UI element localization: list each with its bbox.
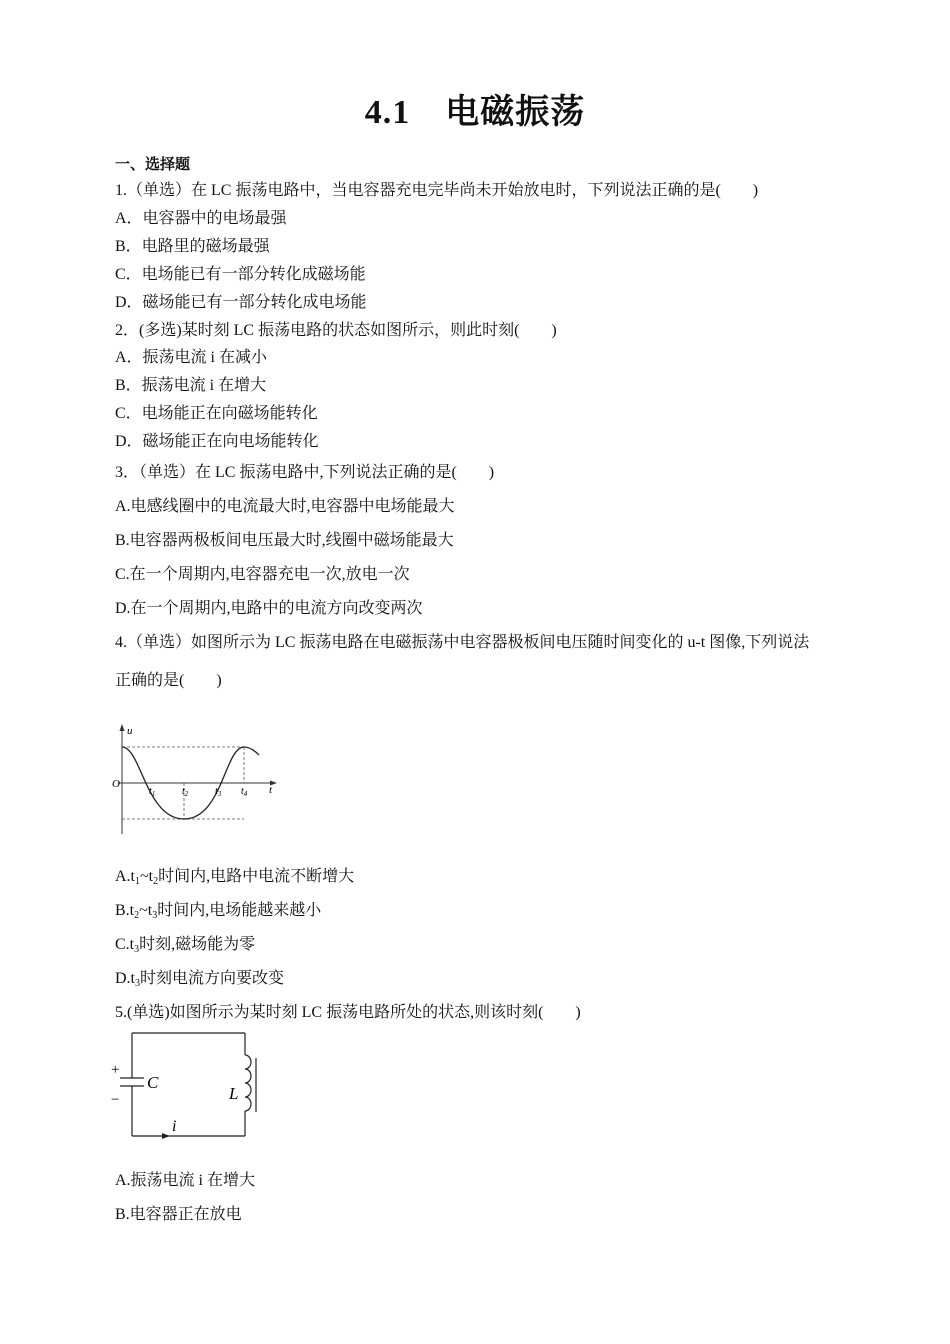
question-1-option-d: D．磁场能已有一部分转化成电场能: [115, 294, 367, 311]
inductor-label: L: [229, 1084, 239, 1103]
plus-sign: +: [111, 1062, 120, 1078]
tick-t3: $t_3$: [215, 786, 222, 798]
current-arrow-icon: [162, 1133, 170, 1139]
axis-t-label: t: [269, 784, 273, 796]
question-1-option-b: B．电路里的磁场最强: [115, 238, 270, 255]
question-3-stem: 3．（单选）在 LC 振荡电路中,下列说法正确的是( ): [115, 464, 495, 481]
section-heading: 一、选择题: [115, 157, 191, 173]
question-2-option-d: D．磁场能正在向电场能转化: [115, 433, 319, 450]
page-title: 4.1 电磁振荡: [364, 94, 586, 131]
question-3-option-d: D.在一个周期内,电路中的电流方向改变两次: [115, 600, 423, 617]
current-label: i: [172, 1118, 177, 1135]
question-4-option-a: $A.t_1\sim t_2$时间内,电路中电流不断增大: [115, 868, 355, 887]
question-4-stem-line2: 正确的是( ): [115, 672, 222, 689]
u-t-graph: [108, 722, 288, 837]
question-3-option-b: B.电容器两极板间电压最大时,线圈中磁场能最大: [115, 532, 454, 549]
axis-u-label: u: [127, 725, 133, 737]
question-4-stem-line1: 4.（单选）如图所示为 LC 振荡电路在电磁振荡中电容器极板间电压随时间变化的 u-t 图像,下列说法: [115, 634, 810, 651]
question-3-option-a: A.电感线圈中的电流最大时,电容器中电场能最大: [115, 498, 455, 515]
origin-label: O: [112, 778, 120, 790]
question-5-stem: 5.(单选)如图所示为某时刻 LC 振荡电路所处的状态,则该时刻( ): [115, 1004, 581, 1021]
question-3-option-c: C.在一个周期内,电容器充电一次,放电一次: [115, 566, 410, 583]
inductor-coil: [245, 1055, 251, 1111]
question-2-option-c: C．电场能正在向磁场能转化: [115, 405, 318, 422]
question-5-option-b: B.电容器正在放电: [115, 1206, 242, 1223]
question-1-option-a: A．电容器中的电场最强: [115, 210, 287, 227]
minus-sign: −: [111, 1092, 120, 1108]
tick-t4: $t_4$: [241, 786, 248, 798]
capacitor-label: C: [147, 1073, 159, 1092]
question-2-option-b: B．振荡电流 i 在增大: [115, 377, 267, 394]
question-1-option-c: C．电场能已有一部分转化成磁场能: [115, 266, 366, 283]
question-1-stem: 1.（单选）在 LC 振荡电路中，当电容器充电完毕尚未开始放电时，下列说法正确的是( ): [115, 182, 759, 199]
tick-t1: $t_1$: [149, 786, 156, 798]
question-5-option-a: A.振荡电流 i 在增大: [115, 1172, 256, 1189]
question-4-option-d: $D.t_3$时刻电流方向要改变: [115, 970, 285, 989]
tick-t2: $t_2$: [182, 786, 189, 798]
question-4-option-b: $B.t_2\sim t_3$时间内,电场能越来越小: [115, 902, 322, 921]
lc-circuit-diagram: [108, 1028, 268, 1140]
question-2-stem: 2．(多选)某时刻 LC 振荡电路的状态如图所示，则此时刻( ): [115, 322, 557, 339]
question-2-option-a: A．振荡电流 i 在减小: [115, 349, 268, 366]
question-4-option-c: $C.t_3$时刻,磁场能为零: [115, 936, 256, 955]
